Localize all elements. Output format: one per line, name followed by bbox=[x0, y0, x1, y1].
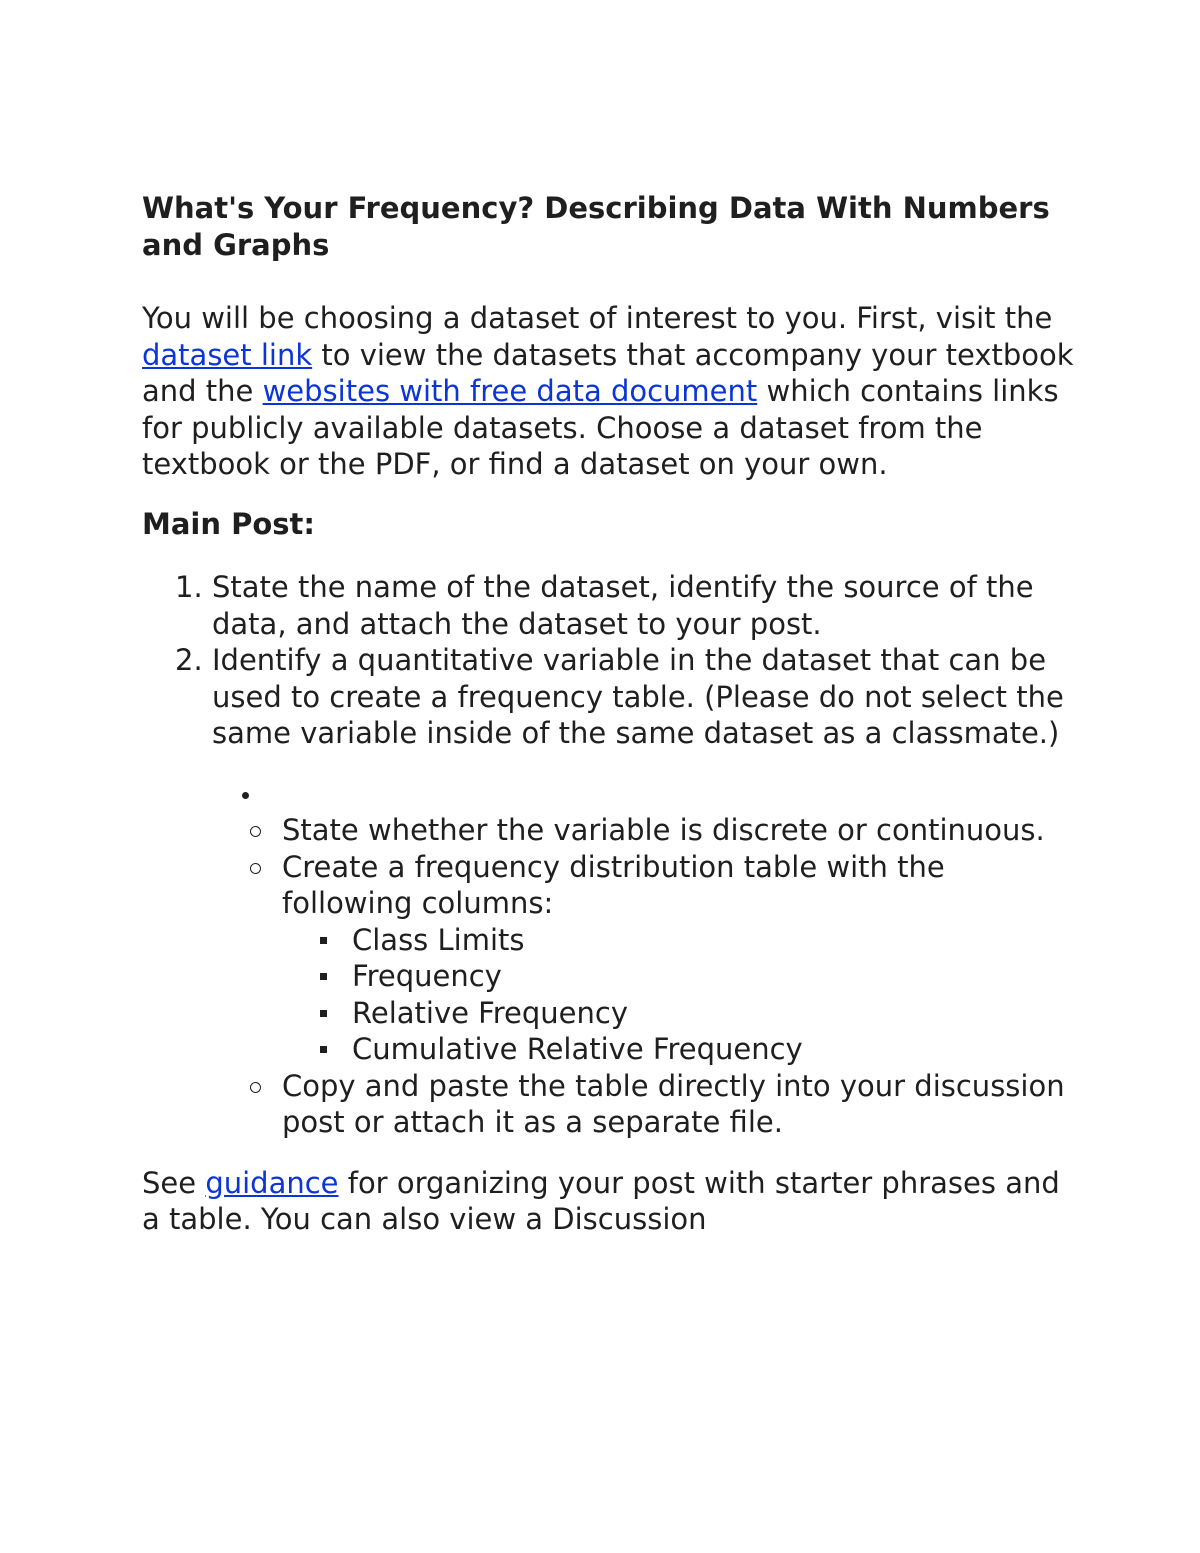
outro-text-2: for organizing your post with starter phrases and a table. You can also view a Discussion bbox=[142, 1165, 1060, 1236]
main-post-heading: Main Post: bbox=[142, 506, 316, 541]
circle-item-3-text: Copy and paste the table directly into your discussion post or attach it as a separate file. bbox=[282, 1068, 1065, 1139]
square-bullet-icon bbox=[320, 1046, 327, 1053]
columns-list bbox=[282, 922, 1082, 1068]
numbered-item-1: State the name of the dataset, identify the source of the data, and attach the dataset to your post. bbox=[212, 570, 1034, 641]
square-bullet-icon bbox=[320, 973, 327, 980]
column-item bbox=[282, 995, 1082, 1032]
document-title: What's Your Frequency? Describing Data With Numbers and Graphs bbox=[142, 191, 1050, 262]
column-item bbox=[282, 958, 1082, 995]
circle-bullet-icon bbox=[250, 1082, 261, 1093]
numbered-item-2 bbox=[212, 642, 1082, 1141]
sub-list-container bbox=[142, 812, 1082, 1141]
circle-item-2-text: Create a frequency distribution table with the following columns: bbox=[282, 849, 945, 920]
circle-item-2 bbox=[212, 849, 1082, 1068]
intro-text-1: You will be choosing a dataset of interest to you. First, visit the bbox=[142, 301, 1053, 335]
intro-text-2: to view the datasets that accompany your textbook and the bbox=[142, 337, 1074, 408]
guidance-link[interactable]: guidance bbox=[205, 1165, 339, 1200]
intro-text-3: which contains links for publicly available datasets. Choose a dataset from the textbook or the PDF, or find a dataset on your own. bbox=[142, 374, 1059, 481]
bullet-list bbox=[212, 776, 1082, 1141]
column-item bbox=[282, 922, 1082, 959]
dataset-link[interactable]: dataset link bbox=[142, 337, 313, 372]
square-bullet-icon bbox=[320, 1010, 327, 1017]
column-item bbox=[282, 1031, 1082, 1068]
column-item-text: Relative Frequency bbox=[352, 995, 628, 1030]
column-item-text: Cumulative Relative Frequency bbox=[352, 1032, 803, 1066]
circle-list bbox=[212, 812, 1082, 1141]
document-page bbox=[142, 190, 1082, 1238]
circle-item-1 bbox=[212, 812, 1082, 849]
square-bullet-icon bbox=[320, 937, 327, 944]
numbered-list bbox=[142, 569, 1082, 1141]
websites-free-data-link[interactable]: websites with free data document bbox=[262, 374, 758, 408]
empty-bullet-item bbox=[142, 776, 1082, 813]
intro-paragraph bbox=[142, 300, 1082, 483]
circle-item-1-text: State whether the variable is discrete or continuous. bbox=[282, 813, 1045, 847]
column-item-text: Class Limits bbox=[352, 922, 525, 957]
numbered-item-2-text: Identify a quantitative variable in the dataset that can be used to create a frequency table. (Please do not select the same variable inside of the same dataset as a classmate.) bbox=[212, 643, 1064, 750]
outro-text-1: See bbox=[142, 1165, 206, 1200]
bullet-dot-icon bbox=[242, 792, 249, 799]
circle-bullet-icon bbox=[250, 863, 261, 874]
circle-bullet-icon bbox=[250, 826, 261, 837]
outro-paragraph bbox=[142, 1165, 1082, 1238]
column-item-text: Frequency bbox=[352, 959, 502, 993]
circle-item-3 bbox=[212, 1068, 1082, 1141]
